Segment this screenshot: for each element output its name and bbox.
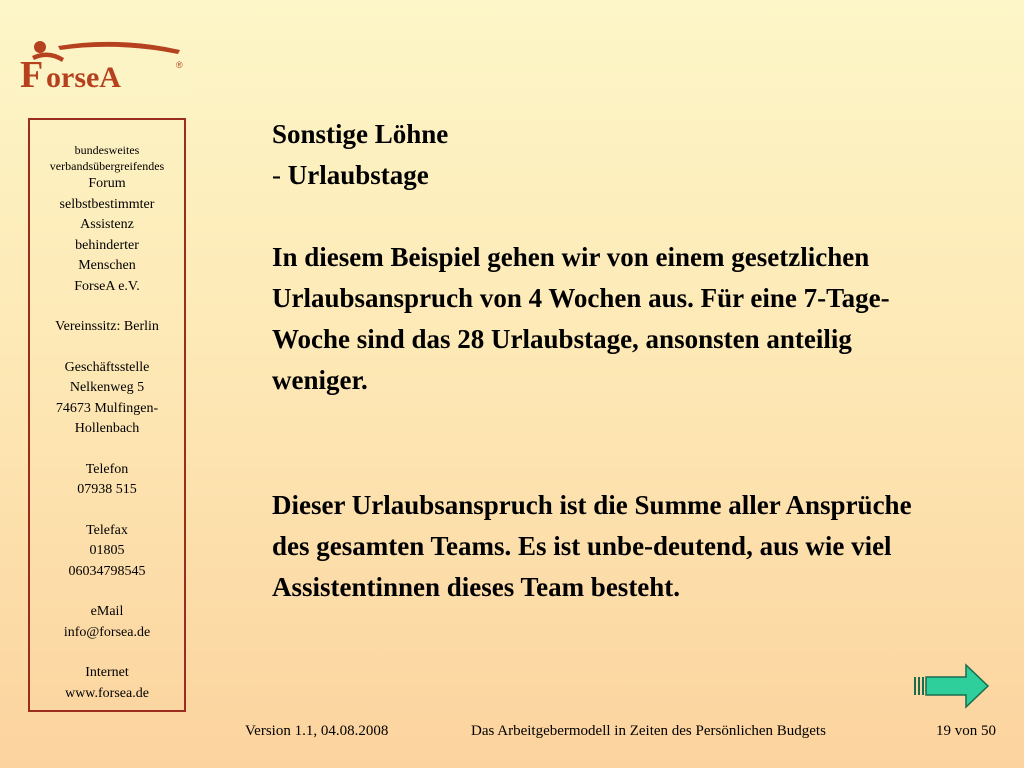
slide-content — [272, 114, 952, 608]
footer-version: Version 1.1, 04.08.2008 — [245, 723, 389, 739]
sidebar-line: ForseA e.V. — [74, 278, 140, 294]
paragraph-1: In diesem Beispiel gehen wir von einem gesetzlichen Urlaubsanspruch von 4 Wochen aus. Für eine 7-Tage-Woche sind das 28 Urlaubstage, ansonsten anteilig weniger. — [272, 242, 890, 395]
subheading-text: Urlaubstage — [287, 160, 429, 190]
fax-label: Telefax — [86, 522, 128, 538]
footer-title: Das Arbeitgebermodell in Zeiten des Persönlichen Budgets — [471, 723, 826, 739]
forsea-logo — [18, 38, 190, 94]
web-label: Internet — [85, 665, 129, 680]
slide-subheading — [272, 155, 952, 196]
sidebar-line: Geschäftsstelle — [64, 359, 150, 375]
sidebar-line: Nelkenweg 5 — [69, 380, 145, 395]
sidebar-line: selbstbestimmter — [59, 196, 155, 212]
next-arrow-icon[interactable] — [912, 662, 992, 710]
paragraph-2: Dieser Urlaubsanspruch ist die Summe aller Ansprüche des gesamten Teams. Es ist unbe-deutend, aus wie viel Assistentinnen dieses Team besteht. — [272, 490, 912, 602]
fax-number: 06034798545 — [68, 563, 146, 579]
sidebar-line: 74673 Mulfingen- — [55, 400, 159, 416]
sidebar-line: Forum — [88, 176, 126, 191]
slide-heading: Sonstige Löhne — [272, 119, 449, 149]
sidebar-line: Menschen — [78, 258, 136, 273]
phone-label: Telefon — [85, 461, 129, 477]
svg-text:orseA: orseA — [46, 61, 121, 94]
web-address: www.forsea.de — [65, 685, 149, 701]
sidebar-line: verbandsübergreifendes — [49, 159, 165, 173]
sidebar-line: bundesweites — [74, 143, 140, 157]
sidebar-line: behinderter — [75, 237, 139, 253]
subheading-dash: - — [272, 160, 288, 190]
email-label: eMail — [90, 604, 124, 619]
sidebar-seat: Vereinssitz: Berlin — [55, 319, 159, 334]
email-address: info@forsea.de — [63, 624, 151, 640]
fax-number: 01805 — [89, 543, 125, 558]
svg-text:®: ® — [176, 60, 183, 70]
contact-sidebar — [28, 118, 186, 712]
svg-text:F: F — [20, 54, 43, 94]
sidebar-line: Hollenbach — [74, 421, 140, 436]
sidebar-line: Assistenz — [80, 217, 134, 232]
footer-page-number: 19 von 50 — [936, 723, 996, 739]
phone-number: 07938 515 — [77, 482, 137, 497]
